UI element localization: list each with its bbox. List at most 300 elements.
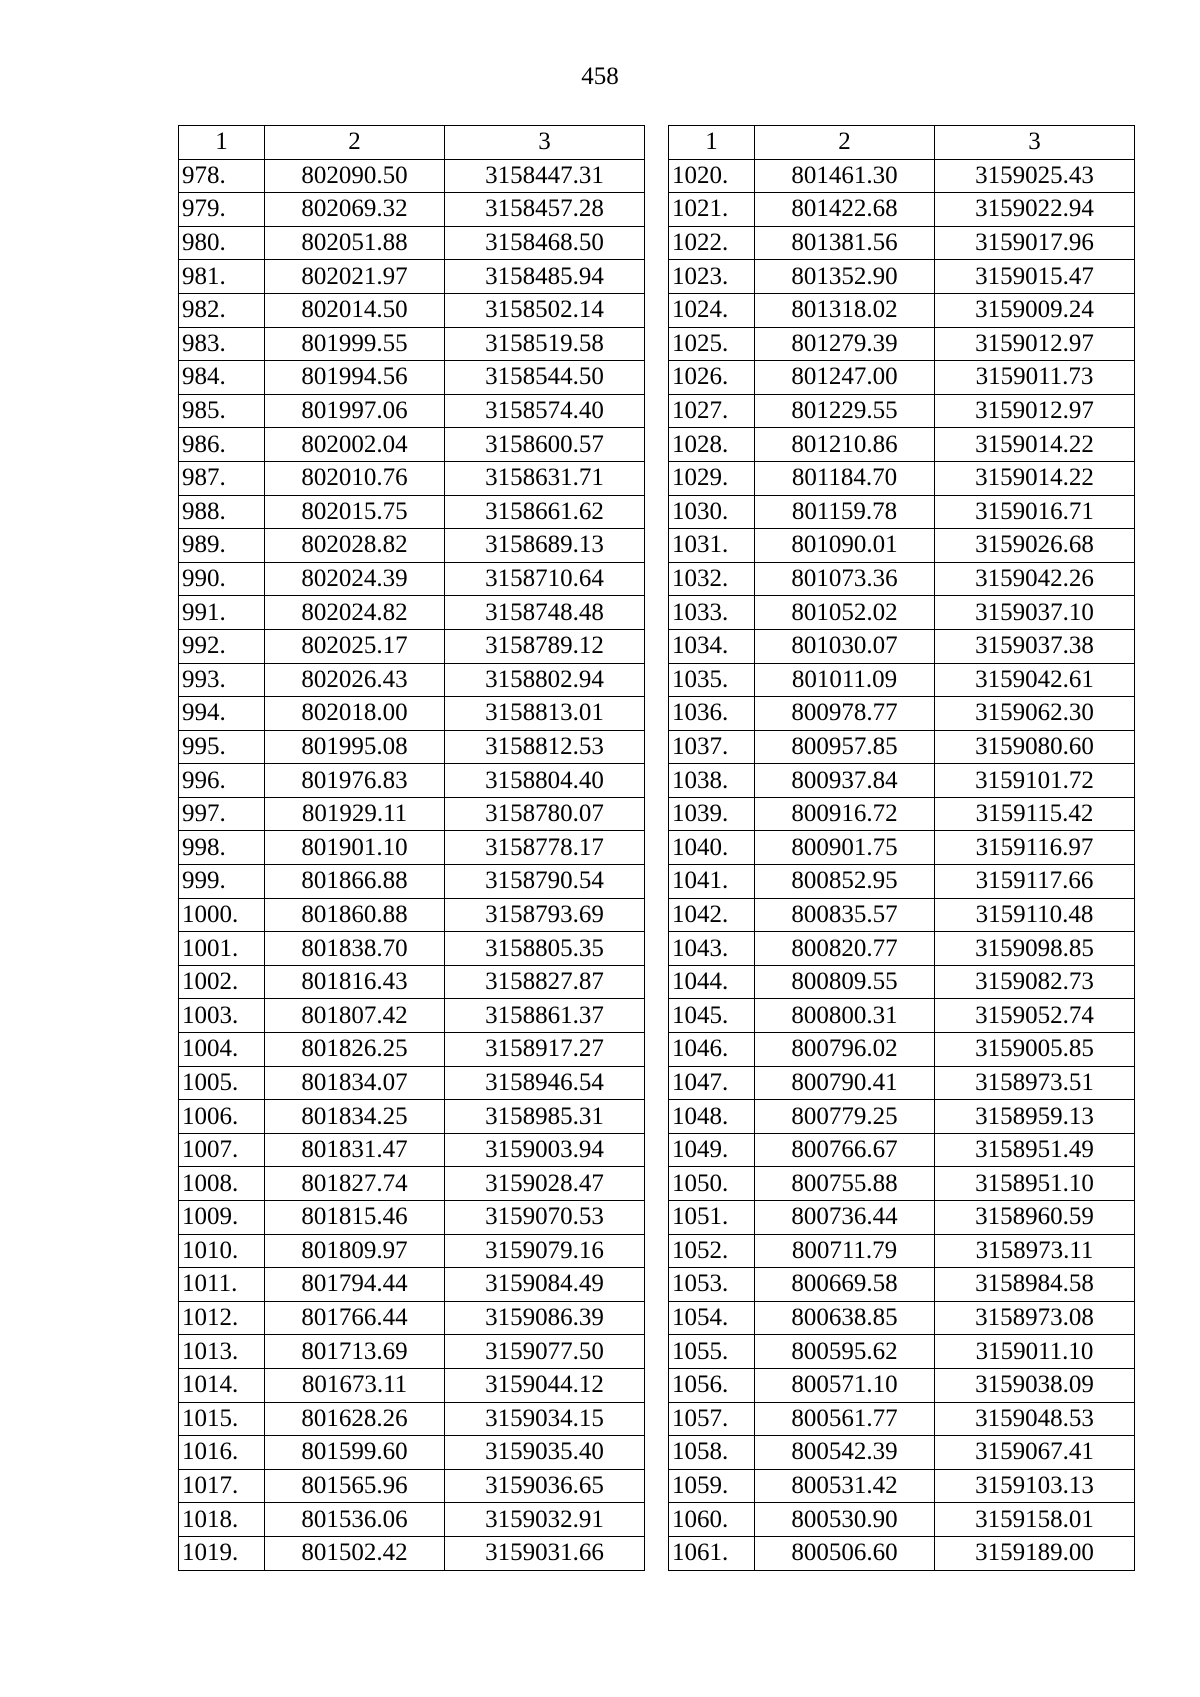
table-row xyxy=(179,697,645,731)
y-coordinate-cell: 3159037.38 xyxy=(935,629,1135,663)
y-coordinate-cell: 3158973.11 xyxy=(935,1234,1135,1268)
table-row xyxy=(669,797,1135,831)
x-coordinate-cell: 801352.90 xyxy=(755,260,935,294)
point-number-cell: 991. xyxy=(179,596,265,630)
table-row xyxy=(179,327,645,361)
x-coordinate-cell: 801994.56 xyxy=(265,361,445,395)
x-coordinate-cell: 800937.84 xyxy=(755,764,935,798)
y-coordinate-cell: 3158661.62 xyxy=(445,495,645,529)
table-row xyxy=(669,1033,1135,1067)
y-coordinate-cell: 3158813.01 xyxy=(445,697,645,731)
y-coordinate-cell: 3158861.37 xyxy=(445,999,645,1033)
table-row xyxy=(179,260,645,294)
x-coordinate-cell: 801834.25 xyxy=(265,1100,445,1134)
point-number-cell: 1057. xyxy=(669,1402,755,1436)
column-header-y: 3 xyxy=(935,126,1135,160)
point-number-cell: 1039. xyxy=(669,797,755,831)
x-coordinate-cell: 800809.55 xyxy=(755,965,935,999)
x-coordinate-cell: 801713.69 xyxy=(265,1335,445,1369)
table-row xyxy=(179,1133,645,1167)
point-number-cell: 1000. xyxy=(179,898,265,932)
point-number-cell: 1014. xyxy=(179,1368,265,1402)
y-coordinate-cell: 3159012.97 xyxy=(935,394,1135,428)
x-coordinate-cell: 801279.39 xyxy=(755,327,935,361)
table-row xyxy=(179,1436,645,1470)
point-number-cell: 989. xyxy=(179,529,265,563)
table-row xyxy=(179,1402,645,1436)
y-coordinate-cell: 3158812.53 xyxy=(445,730,645,764)
x-coordinate-cell: 801184.70 xyxy=(755,461,935,495)
point-number-cell: 1024. xyxy=(669,293,755,327)
x-coordinate-cell: 800916.72 xyxy=(755,797,935,831)
table-row xyxy=(669,1167,1135,1201)
table-row xyxy=(179,461,645,495)
y-coordinate-cell: 3159084.49 xyxy=(445,1268,645,1302)
table-row xyxy=(179,1335,645,1369)
point-number-cell: 1006. xyxy=(179,1100,265,1134)
x-coordinate-cell: 800766.67 xyxy=(755,1133,935,1167)
table-row xyxy=(179,1100,645,1134)
x-coordinate-cell: 802026.43 xyxy=(265,663,445,697)
y-coordinate-cell: 3159031.66 xyxy=(445,1536,645,1570)
table-row xyxy=(179,999,645,1033)
x-coordinate-cell: 801247.00 xyxy=(755,361,935,395)
x-coordinate-cell: 801090.01 xyxy=(755,529,935,563)
table-row xyxy=(669,1100,1135,1134)
point-number-cell: 1056. xyxy=(669,1368,755,1402)
table-row xyxy=(179,730,645,764)
y-coordinate-cell: 3159062.30 xyxy=(935,697,1135,731)
point-number-cell: 1034. xyxy=(669,629,755,663)
y-coordinate-cell: 3159158.01 xyxy=(935,1503,1135,1537)
table-row xyxy=(179,361,645,395)
point-number-cell: 1004. xyxy=(179,1033,265,1067)
x-coordinate-cell: 800755.88 xyxy=(755,1167,935,1201)
point-number-cell: 1022. xyxy=(669,226,755,260)
point-number-cell: 1043. xyxy=(669,932,755,966)
x-coordinate-cell: 801159.78 xyxy=(755,495,935,529)
table-row xyxy=(179,562,645,596)
y-coordinate-cell: 3158544.50 xyxy=(445,361,645,395)
y-coordinate-cell: 3159086.39 xyxy=(445,1301,645,1335)
table-row xyxy=(179,193,645,227)
table-row xyxy=(179,1268,645,1302)
page-number: 458 xyxy=(581,63,619,90)
column-header-x: 2 xyxy=(265,126,445,160)
point-number-cell: 981. xyxy=(179,260,265,294)
table-row xyxy=(179,1301,645,1335)
x-coordinate-cell: 800669.58 xyxy=(755,1268,935,1302)
x-coordinate-cell: 800542.39 xyxy=(755,1436,935,1470)
y-coordinate-cell: 3159003.94 xyxy=(445,1133,645,1167)
table-row xyxy=(669,461,1135,495)
table-row xyxy=(179,428,645,462)
x-coordinate-cell: 801052.02 xyxy=(755,596,935,630)
x-coordinate-cell: 802024.39 xyxy=(265,562,445,596)
point-number-cell: 1028. xyxy=(669,428,755,462)
point-number-cell: 1044. xyxy=(669,965,755,999)
y-coordinate-cell: 3159035.40 xyxy=(445,1436,645,1470)
y-coordinate-cell: 3158951.10 xyxy=(935,1167,1135,1201)
point-number-cell: 1053. xyxy=(669,1268,755,1302)
y-coordinate-cell: 3159034.15 xyxy=(445,1402,645,1436)
x-coordinate-cell: 801673.11 xyxy=(265,1368,445,1402)
point-number-cell: 1025. xyxy=(669,327,755,361)
x-coordinate-cell: 802025.17 xyxy=(265,629,445,663)
y-coordinate-cell: 3159037.10 xyxy=(935,596,1135,630)
table-row xyxy=(179,898,645,932)
x-coordinate-cell: 801831.47 xyxy=(265,1133,445,1167)
y-coordinate-cell: 3158789.12 xyxy=(445,629,645,663)
x-coordinate-cell: 801929.11 xyxy=(265,797,445,831)
coordinates-table-right xyxy=(668,125,1135,1571)
x-coordinate-cell: 800506.60 xyxy=(755,1536,935,1570)
x-coordinate-cell: 801838.70 xyxy=(265,932,445,966)
table-row xyxy=(669,1436,1135,1470)
point-number-cell: 1048. xyxy=(669,1100,755,1134)
table-row xyxy=(669,260,1135,294)
y-coordinate-cell: 3159082.73 xyxy=(935,965,1135,999)
column-header-x: 2 xyxy=(755,126,935,160)
table-row xyxy=(669,865,1135,899)
point-number-cell: 1061. xyxy=(669,1536,755,1570)
point-number-cell: 1012. xyxy=(179,1301,265,1335)
point-number-cell: 1018. xyxy=(179,1503,265,1537)
point-number-cell: 1015. xyxy=(179,1402,265,1436)
header-row xyxy=(669,126,1135,160)
x-coordinate-cell: 800638.85 xyxy=(755,1301,935,1335)
point-number-cell: 1047. xyxy=(669,1066,755,1100)
y-coordinate-cell: 3158802.94 xyxy=(445,663,645,697)
table-row xyxy=(669,831,1135,865)
y-coordinate-cell: 3158959.13 xyxy=(935,1100,1135,1134)
y-coordinate-cell: 3159032.91 xyxy=(445,1503,645,1537)
table-row xyxy=(669,193,1135,227)
x-coordinate-cell: 801997.06 xyxy=(265,394,445,428)
x-coordinate-cell: 800595.62 xyxy=(755,1335,935,1369)
table-row xyxy=(669,1335,1135,1369)
y-coordinate-cell: 3159014.22 xyxy=(935,461,1135,495)
y-coordinate-cell: 3159077.50 xyxy=(445,1335,645,1369)
x-coordinate-cell: 800561.77 xyxy=(755,1402,935,1436)
point-number-cell: 1020. xyxy=(669,159,755,193)
x-coordinate-cell: 800978.77 xyxy=(755,697,935,731)
point-number-cell: 1003. xyxy=(179,999,265,1033)
table-row xyxy=(179,1066,645,1100)
y-coordinate-cell: 3159014.22 xyxy=(935,428,1135,462)
y-coordinate-cell: 3159009.24 xyxy=(935,293,1135,327)
point-number-cell: 1035. xyxy=(669,663,755,697)
y-coordinate-cell: 3158793.69 xyxy=(445,898,645,932)
point-number-cell: 1001. xyxy=(179,932,265,966)
table-row xyxy=(179,797,645,831)
y-coordinate-cell: 3159189.00 xyxy=(935,1536,1135,1570)
x-coordinate-cell: 801995.08 xyxy=(265,730,445,764)
y-coordinate-cell: 3159038.09 xyxy=(935,1368,1135,1402)
point-number-cell: 983. xyxy=(179,327,265,361)
y-coordinate-cell: 3159103.13 xyxy=(935,1469,1135,1503)
table-row xyxy=(669,361,1135,395)
point-number-cell: 1029. xyxy=(669,461,755,495)
point-number-cell: 1059. xyxy=(669,1469,755,1503)
x-coordinate-cell: 801030.07 xyxy=(755,629,935,663)
y-coordinate-cell: 3159116.97 xyxy=(935,831,1135,865)
point-number-cell: 1005. xyxy=(179,1066,265,1100)
y-coordinate-cell: 3158951.49 xyxy=(935,1133,1135,1167)
table-row xyxy=(669,965,1135,999)
point-number-cell: 1037. xyxy=(669,730,755,764)
y-coordinate-cell: 3159036.65 xyxy=(445,1469,645,1503)
table-row xyxy=(179,1033,645,1067)
y-coordinate-cell: 3158985.31 xyxy=(445,1100,645,1134)
x-coordinate-cell: 802015.75 xyxy=(265,495,445,529)
point-number-cell: 985. xyxy=(179,394,265,428)
x-coordinate-cell: 801628.26 xyxy=(265,1402,445,1436)
table-row xyxy=(179,394,645,428)
point-number-cell: 1046. xyxy=(669,1033,755,1067)
table-row xyxy=(669,730,1135,764)
table-row xyxy=(669,1536,1135,1570)
y-coordinate-cell: 3159025.43 xyxy=(935,159,1135,193)
point-number-cell: 986. xyxy=(179,428,265,462)
point-number-cell: 993. xyxy=(179,663,265,697)
x-coordinate-cell: 801809.97 xyxy=(265,1234,445,1268)
header-row xyxy=(179,126,645,160)
x-coordinate-cell: 801073.36 xyxy=(755,562,935,596)
y-coordinate-cell: 3159042.26 xyxy=(935,562,1135,596)
table-row xyxy=(669,1368,1135,1402)
point-number-cell: 1017. xyxy=(179,1469,265,1503)
y-coordinate-cell: 3158457.28 xyxy=(445,193,645,227)
x-coordinate-cell: 801210.86 xyxy=(755,428,935,462)
table-row xyxy=(669,1402,1135,1436)
point-number-cell: 1041. xyxy=(669,865,755,899)
point-number-cell: 999. xyxy=(179,865,265,899)
y-coordinate-cell: 3159101.72 xyxy=(935,764,1135,798)
table-row xyxy=(669,932,1135,966)
point-number-cell: 1060. xyxy=(669,1503,755,1537)
y-coordinate-cell: 3158600.57 xyxy=(445,428,645,462)
table-row xyxy=(669,1503,1135,1537)
point-number-cell: 1040. xyxy=(669,831,755,865)
x-coordinate-cell: 801976.83 xyxy=(265,764,445,798)
table-row xyxy=(179,159,645,193)
y-coordinate-cell: 3158973.51 xyxy=(935,1066,1135,1100)
y-coordinate-cell: 3159070.53 xyxy=(445,1201,645,1235)
x-coordinate-cell: 800530.90 xyxy=(755,1503,935,1537)
x-coordinate-cell: 800901.75 xyxy=(755,831,935,865)
y-coordinate-cell: 3158917.27 xyxy=(445,1033,645,1067)
y-coordinate-cell: 3159115.42 xyxy=(935,797,1135,831)
x-coordinate-cell: 801827.74 xyxy=(265,1167,445,1201)
y-coordinate-cell: 3159044.12 xyxy=(445,1368,645,1402)
table-row xyxy=(669,293,1135,327)
table-row xyxy=(179,764,645,798)
x-coordinate-cell: 801834.07 xyxy=(265,1066,445,1100)
table-row xyxy=(669,1201,1135,1235)
y-coordinate-cell: 3159022.94 xyxy=(935,193,1135,227)
point-number-cell: 998. xyxy=(179,831,265,865)
x-coordinate-cell: 801866.88 xyxy=(265,865,445,899)
point-number-cell: 1011. xyxy=(179,1268,265,1302)
x-coordinate-cell: 801599.60 xyxy=(265,1436,445,1470)
x-coordinate-cell: 800957.85 xyxy=(755,730,935,764)
table-row xyxy=(179,1503,645,1537)
table-row xyxy=(179,1536,645,1570)
table-row xyxy=(669,764,1135,798)
table-row xyxy=(669,327,1135,361)
y-coordinate-cell: 3159079.16 xyxy=(445,1234,645,1268)
point-number-cell: 982. xyxy=(179,293,265,327)
y-coordinate-cell: 3158946.54 xyxy=(445,1066,645,1100)
point-number-cell: 1033. xyxy=(669,596,755,630)
x-coordinate-cell: 801807.42 xyxy=(265,999,445,1033)
x-coordinate-cell: 801381.56 xyxy=(755,226,935,260)
point-number-cell: 984. xyxy=(179,361,265,395)
y-coordinate-cell: 3158973.08 xyxy=(935,1301,1135,1335)
point-number-cell: 1013. xyxy=(179,1335,265,1369)
point-number-cell: 1054. xyxy=(669,1301,755,1335)
x-coordinate-cell: 802002.04 xyxy=(265,428,445,462)
x-coordinate-cell: 802051.88 xyxy=(265,226,445,260)
y-coordinate-cell: 3158485.94 xyxy=(445,260,645,294)
y-coordinate-cell: 3159016.71 xyxy=(935,495,1135,529)
point-number-cell: 1002. xyxy=(179,965,265,999)
table-row xyxy=(669,1066,1135,1100)
point-number-cell: 1058. xyxy=(669,1436,755,1470)
y-coordinate-cell: 3158778.17 xyxy=(445,831,645,865)
point-number-cell: 1026. xyxy=(669,361,755,395)
y-coordinate-cell: 3159026.68 xyxy=(935,529,1135,563)
x-coordinate-cell: 800779.25 xyxy=(755,1100,935,1134)
table-row xyxy=(179,529,645,563)
table-row xyxy=(669,394,1135,428)
table-row xyxy=(669,495,1135,529)
column-header-number: 1 xyxy=(669,126,755,160)
point-number-cell: 994. xyxy=(179,697,265,731)
point-number-cell: 1009. xyxy=(179,1201,265,1235)
x-coordinate-cell: 802010.76 xyxy=(265,461,445,495)
table-row xyxy=(669,898,1135,932)
x-coordinate-cell: 801901.10 xyxy=(265,831,445,865)
table-row xyxy=(179,865,645,899)
x-coordinate-cell: 801011.09 xyxy=(755,663,935,697)
table-row xyxy=(669,596,1135,630)
y-coordinate-cell: 3158710.64 xyxy=(445,562,645,596)
y-coordinate-cell: 3159110.48 xyxy=(935,898,1135,932)
y-coordinate-cell: 3158631.71 xyxy=(445,461,645,495)
y-coordinate-cell: 3158804.40 xyxy=(445,764,645,798)
table-row xyxy=(669,697,1135,731)
table-row xyxy=(179,1234,645,1268)
table-row xyxy=(179,596,645,630)
point-number-cell: 1036. xyxy=(669,697,755,731)
point-number-cell: 1045. xyxy=(669,999,755,1033)
point-number-cell: 979. xyxy=(179,193,265,227)
table-row xyxy=(179,629,645,663)
y-coordinate-cell: 3159080.60 xyxy=(935,730,1135,764)
point-number-cell: 1055. xyxy=(669,1335,755,1369)
column-header-y: 3 xyxy=(445,126,645,160)
x-coordinate-cell: 800852.95 xyxy=(755,865,935,899)
table-body-left xyxy=(179,159,645,1570)
y-coordinate-cell: 3158502.14 xyxy=(445,293,645,327)
point-number-cell: 1007. xyxy=(179,1133,265,1167)
point-number-cell: 992. xyxy=(179,629,265,663)
table-row xyxy=(179,965,645,999)
x-coordinate-cell: 801422.68 xyxy=(755,193,935,227)
table-row xyxy=(669,159,1135,193)
x-coordinate-cell: 801816.43 xyxy=(265,965,445,999)
table-row xyxy=(669,1268,1135,1302)
x-coordinate-cell: 801815.46 xyxy=(265,1201,445,1235)
x-coordinate-cell: 802069.32 xyxy=(265,193,445,227)
point-number-cell: 1051. xyxy=(669,1201,755,1235)
coordinates-table-left xyxy=(178,125,645,1571)
table-row xyxy=(179,293,645,327)
point-number-cell: 1027. xyxy=(669,394,755,428)
table-body-right xyxy=(669,159,1135,1570)
y-coordinate-cell: 3158790.54 xyxy=(445,865,645,899)
x-coordinate-cell: 802018.00 xyxy=(265,697,445,731)
x-coordinate-cell: 801502.42 xyxy=(265,1536,445,1570)
point-number-cell: 1049. xyxy=(669,1133,755,1167)
x-coordinate-cell: 802014.50 xyxy=(265,293,445,327)
y-coordinate-cell: 3158468.50 xyxy=(445,226,645,260)
point-number-cell: 1038. xyxy=(669,764,755,798)
table-row xyxy=(669,663,1135,697)
x-coordinate-cell: 800711.79 xyxy=(755,1234,935,1268)
column-header-number: 1 xyxy=(179,126,265,160)
point-number-cell: 988. xyxy=(179,495,265,529)
point-number-cell: 1019. xyxy=(179,1536,265,1570)
point-number-cell: 995. xyxy=(179,730,265,764)
x-coordinate-cell: 801766.44 xyxy=(265,1301,445,1335)
point-number-cell: 1021. xyxy=(669,193,755,227)
point-number-cell: 1023. xyxy=(669,260,755,294)
point-number-cell: 1016. xyxy=(179,1436,265,1470)
table-row xyxy=(179,663,645,697)
point-number-cell: 997. xyxy=(179,797,265,831)
x-coordinate-cell: 800736.44 xyxy=(755,1201,935,1235)
table-row xyxy=(669,1133,1135,1167)
y-coordinate-cell: 3159011.73 xyxy=(935,361,1135,395)
y-coordinate-cell: 3158827.87 xyxy=(445,965,645,999)
point-number-cell: 1010. xyxy=(179,1234,265,1268)
x-coordinate-cell: 800790.41 xyxy=(755,1066,935,1100)
y-coordinate-cell: 3159011.10 xyxy=(935,1335,1135,1369)
table-row xyxy=(669,629,1135,663)
point-number-cell: 1042. xyxy=(669,898,755,932)
table-row xyxy=(179,226,645,260)
y-coordinate-cell: 3158780.07 xyxy=(445,797,645,831)
y-coordinate-cell: 3159067.41 xyxy=(935,1436,1135,1470)
y-coordinate-cell: 3159012.97 xyxy=(935,327,1135,361)
point-number-cell: 978. xyxy=(179,159,265,193)
table-row xyxy=(669,529,1135,563)
x-coordinate-cell: 802021.97 xyxy=(265,260,445,294)
y-coordinate-cell: 3159015.47 xyxy=(935,260,1135,294)
x-coordinate-cell: 802090.50 xyxy=(265,159,445,193)
x-coordinate-cell: 800571.10 xyxy=(755,1368,935,1402)
point-number-cell: 1008. xyxy=(179,1167,265,1201)
table-row xyxy=(669,562,1135,596)
point-number-cell: 1031. xyxy=(669,529,755,563)
y-coordinate-cell: 3158447.31 xyxy=(445,159,645,193)
table-row xyxy=(179,831,645,865)
y-coordinate-cell: 3158519.58 xyxy=(445,327,645,361)
x-coordinate-cell: 800835.57 xyxy=(755,898,935,932)
